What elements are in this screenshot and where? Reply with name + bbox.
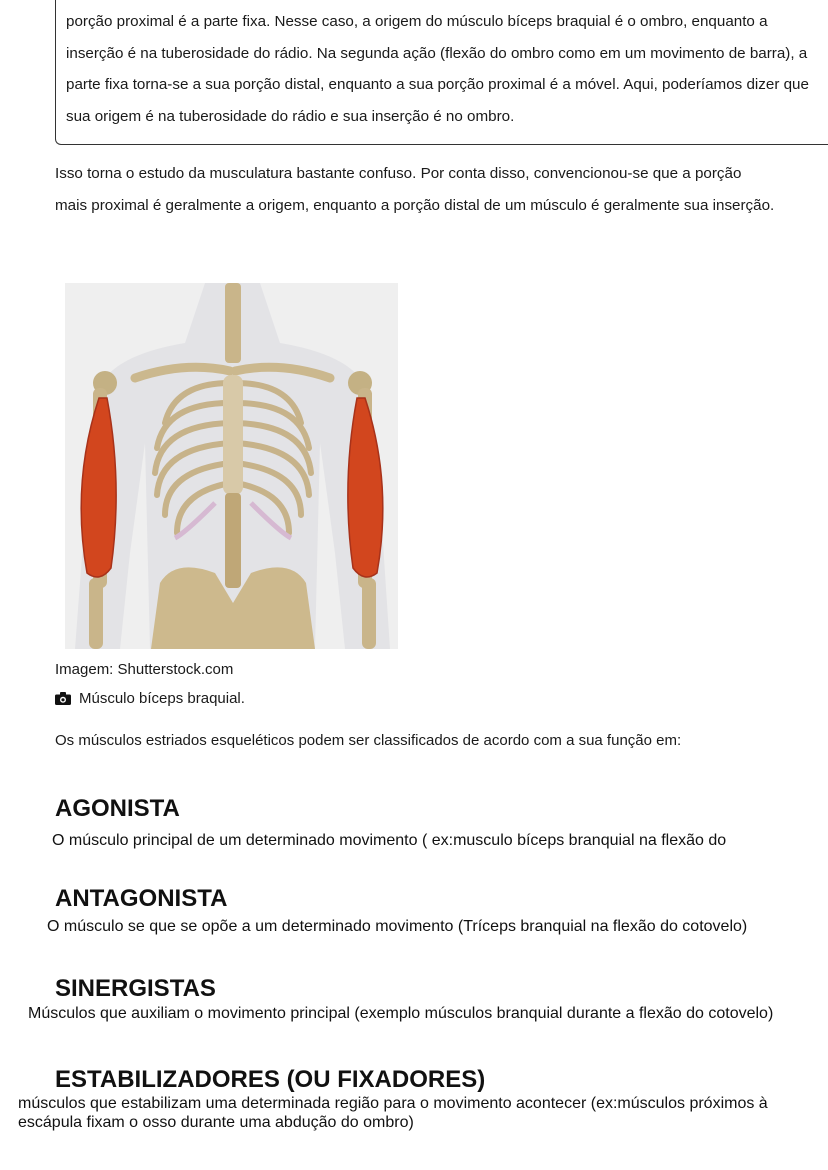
skeleton-illustration (65, 283, 398, 649)
image-caption (55, 690, 245, 707)
heading-sinergistas: SINERGISTAS (55, 975, 216, 1002)
desc-estabilizadores: músculos que estabilizam uma determinada região para o movimento acontecer (ex:músculos próximos à escápula fixam o osso durante uma abdução do ombro) (18, 1095, 768, 1131)
desc-agonista: O músculo principal de um determinado movimento ( ex:musculo bíceps branquial na flexão do (52, 832, 727, 849)
heading-estabilizadores: ESTABILIZADORES (OU FIXADORES) (55, 1066, 486, 1093)
intro-text: Os músculos estriados esqueléticos podem ser classificados de acordo com a sua função em: (55, 732, 682, 749)
heading-antagonista: ANTAGONISTA (55, 885, 228, 912)
caption-text: Músculo bíceps braquial. (79, 690, 245, 707)
quote-box (55, 0, 828, 145)
camera-icon (55, 692, 71, 705)
body-paragraph: Isso torna o estudo da musculatura bastante confuso. Por conta disso, convencionou-se que a porção mais proximal é geralmente a origem, enquanto a porção distal de um músculo é geralmente sua inserção. (55, 165, 775, 214)
desc-sinergistas: Músculos que auxiliam o movimento principal (exemplo músculos branquial durante a flexão do cotovelo) (28, 1005, 774, 1022)
quote-text: porção proximal é a parte fixa. Nesse caso, a origem do músculo bíceps braquial é o ombro, enquanto a inserção é na tuberosidade do rádio. Na segunda ação (flexão do ombro como em um movimento de barra), a parte fixa torna-se a sua porção distal, enquanto a sua porção proximal é a móvel. Aqui, poderíamos dizer que sua origem é na tuberosidade do rádio e sua inserção é no ombro. (66, 13, 809, 125)
heading-agonista: AGONISTA (55, 795, 180, 822)
biceps-anatomy-image (65, 283, 398, 649)
desc-antagonista: O músculo se que se opõe a um determinado movimento (Tríceps branquial na flexão do cotovelo) (47, 918, 748, 935)
image-credit: Imagem: Shutterstock.com (55, 661, 234, 678)
